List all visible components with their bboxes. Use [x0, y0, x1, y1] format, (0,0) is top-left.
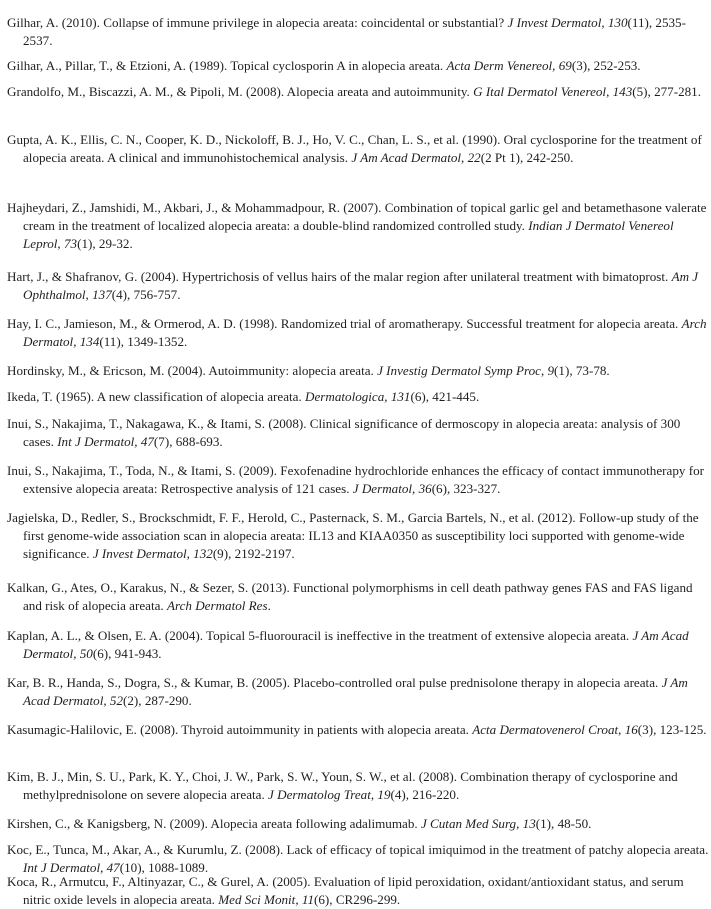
reference-entry: Kalkan, G., Ates, O., Karakus, N., & Sezer, S. (2013). Functional polymorphisms in cell death pathway genes FAS and FAS ligand and risk of alopecia areata. Arch Dermatol Res.	[7, 580, 693, 614]
reference-entry: Gupta, A. K., Ellis, C. N., Cooper, K. D., Nickoloff, B. J., Ho, V. C., Chan, L. S., et al. (1990). Oral cyclosporine for the treatment of alopecia areata. A clinical and immunohistochemical analysis. J Am Acad Dermatol, 22(2 Pt 1), 242-250.	[7, 132, 702, 166]
reference-entry: Hajheydari, Z., Jamshidi, M., Akbari, J., & Mohammadpour, R. (2007). Combination of topical garlic gel and betamethasone valerate cream in the treatment of localized alopecia areata: a double-blind randomized controlled study. Indian J Dermatol Venereol Leprol, 73(1), 29-32.	[7, 200, 707, 252]
reference-entry: Inui, S., Nakajima, T., Toda, N., & Itami, S. (2009). Fexofenadine hydrochloride enhances the efficacy of contact immunotherapy for extensive alopecia areata: Retrospective analysis of 121 cases. J Dermatol, 36(6), 323-327.	[7, 463, 704, 497]
reference-entry: Jagielska, D., Redler, S., Brockschmidt, F. F., Herold, C., Pasternack, S. M., Garcia Bartels, N., et al. (2012). Follow-up study of the first genome-wide association scan in alopecia areata: IL13 and KIAA0350 as susceptibility loci supported with genome-wide significance. J Invest Dermatol, 132(9), 2192-2197.	[7, 510, 699, 562]
reference-entry: Koca, R., Armutcu, F., Altinyazar, C., & Gurel, A. (2005). Evaluation of lipid peroxidation, oxidant/antioxidant status, and serum nitric oxide levels in alopecia areata. Med Sci Monit, 11(6), CR296-299.	[7, 874, 684, 908]
reference-entry: Kim, B. J., Min, S. U., Park, K. Y., Choi, J. W., Park, S. W., Youn, S. W., et al. (2008). Combination therapy of cyclosporine and methylprednisolone on severe alopecia areata. J Dermatolog Treat, 19(4), 216-220.	[7, 769, 678, 803]
reference-entry: Gilhar, A., Pillar, T., & Etzioni, A. (1989). Topical cyclosporin A in alopecia areata. Acta Derm Venereol, 69(3), 252-253.	[7, 58, 641, 74]
reference-entry: Hay, I. C., Jamieson, M., & Ormerod, A. D. (1998). Randomized trial of aromatherapy. Successful treatment for alopecia areata. Arch Dermatol, 134(11), 1349-1352.	[7, 316, 707, 350]
reference-entry: Koc, E., Tunca, M., Akar, A., & Kurumlu, Z. (2008). Lack of efficacy of topical imiquimod in the treatment of patchy alopecia areata. Int J Dermatol, 47(10), 1088-1089.	[7, 842, 709, 876]
reference-entry: Gilhar, A. (2010). Collapse of immune privilege in alopecia areata: coincidental or substantial? J Invest Dermatol, 130(11), 2535-2537.	[7, 15, 686, 49]
reference-entry: Kirshen, C., & Kanigsberg, N. (2009). Alopecia areata following adalimumab. J Cutan Med Surg, 13(1), 48-50.	[7, 816, 592, 832]
reference-entry: Grandolfo, M., Biscazzi, A. M., & Pipoli, M. (2008). Alopecia areata and autoimmunity. G Ital Dermatol Venereol, 143(5), 277-281.	[7, 84, 701, 100]
reference-entry: Kasumagic-Halilovic, E. (2008). Thyroid autoimmunity in patients with alopecia areata. Acta Dermatovenerol Croat, 16(3), 123-125.	[7, 722, 707, 738]
reference-entry: Hart, J., & Shafranov, G. (2004). Hypertrichosis of vellus hairs of the malar region after unilateral treatment with bimatoprost. Am J Ophthalmol, 137(4), 756-757.	[7, 269, 699, 303]
reference-entry: Hordinsky, M., & Ericson, M. (2004). Autoimmunity: alopecia areata. J Investig Dermatol Symp Proc, 9(1), 73-78.	[7, 363, 610, 379]
reference-entry: Ikeda, T. (1965). A new classification of alopecia areata. Dermatologica, 131(6), 421-445.	[7, 389, 480, 405]
reference-entry: Kar, B. R., Handa, S., Dogra, S., & Kumar, B. (2005). Placebo-controlled oral pulse prednisolone therapy in alopecia areata. J Am Acad Dermatol, 52(2), 287-290.	[7, 675, 688, 709]
reference-entry: Inui, S., Nakajima, T., Nakagawa, K., & Itami, S. (2008). Clinical significance of dermoscopy in alopecia areata: analysis of 300 cases. Int J Dermatol, 47(7), 688-693.	[7, 416, 681, 450]
reference-entry: Kaplan, A. L., & Olsen, E. A. (2004). Topical 5-fluorouracil is ineffective in the treatment of extensive alopecia areata. J Am Acad Dermatol, 50(6), 941-943.	[7, 628, 689, 662]
